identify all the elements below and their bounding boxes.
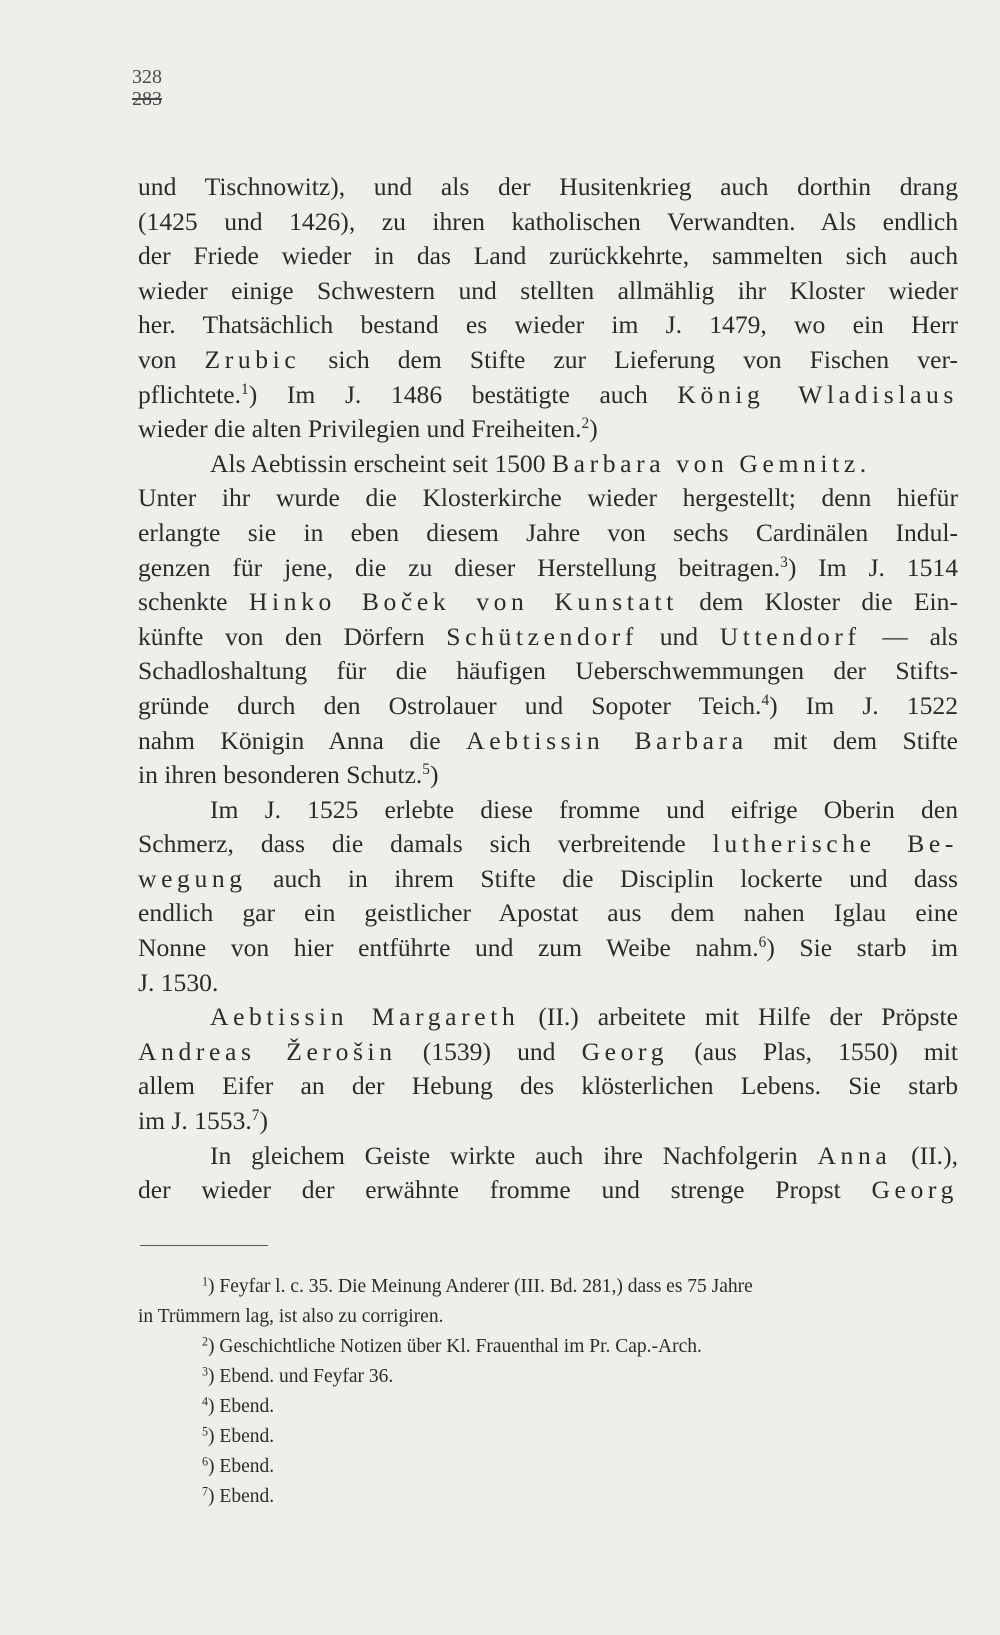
text-line: wieder die alten Privilegien und Freiheiten.$^2$) (138, 414, 598, 444)
footnote: $^7$) Ebend. (202, 1484, 275, 1507)
text-line: Schmerz, dass die damals sich verbreitende lutherische Be- (138, 829, 958, 859)
footnote-ref: 5 (422, 760, 430, 778)
text-line: schenkte Hinko Boček von Kunstatt dem Kloster die Ein- (138, 587, 958, 617)
text-line: Als Aebtissin erscheint seit 1500 Barbara von Gemnitz. (210, 448, 871, 478)
text-line: pflichtete.$^1$) Im J. 1486 bestätigte auch König Wladislaus (138, 379, 959, 409)
text-line: In gleichem Geiste wirkte auch ihre Nachfolgerin Anna (II.), (210, 1140, 958, 1170)
spaced-name: Barbara von Gemnitz. (551, 448, 871, 478)
spaced-name: lutherische Be- (712, 829, 958, 859)
spaced-name: Hinko Boček von Kunstatt (248, 587, 678, 617)
footnote: $^2$) Geschichtliche Notizen über Kl. Frauenthal im Pr. Cap.-Arch. (202, 1334, 702, 1357)
text-line: Andreas Žerošin (1539) und Georg (aus Plas, 1550) mit (138, 1036, 959, 1066)
footnote-number: 3 (202, 1364, 209, 1379)
spaced-name: Andreas Žerošin (138, 1036, 397, 1066)
text-line: in ihren besonderen Schutz.$^5$) (138, 760, 439, 790)
page-number (132, 66, 162, 110)
spaced-name: Uttendorf (719, 621, 861, 651)
footnote: $^5$) Ebend. (202, 1424, 275, 1447)
text-line: genzen für jene, die zu dieser Herstellung beitragen.$^3$) Im J. 1514 (138, 552, 958, 582)
spaced-name: König Wladislaus (677, 379, 959, 409)
text-line: J. 1530. (138, 967, 219, 997)
footnote-ref: 2 (581, 414, 590, 432)
spaced-name: Schützendorf (446, 621, 639, 651)
footnote: $^1$) Feyfar l. c. 35. Die Meinung Anderer (III. Bd. 281,) dass es 75 Jahre (202, 1274, 753, 1297)
text-line: endlich gar ein geistlicher Apostat aus dem nahen Iglau eine (138, 898, 958, 928)
text-line: her. Thatsächlich bestand es wieder im J. 1479, wo ein Herr (138, 310, 958, 340)
text-line: der wieder der erwähnte fromme und strenge Propst Georg (138, 1175, 958, 1205)
text-line: von Zrubic sich dem Stifte zur Lieferung von Fischen ver- (138, 344, 958, 374)
footnote-ref: 3 (780, 553, 788, 571)
page-number-annotation: 328 (132, 66, 162, 88)
text-line: im J. 1553.$^7$) (138, 1106, 268, 1136)
text-line: nahm Königin Anna die Aebtissin Barbara mit dem Stifte (138, 725, 958, 755)
footnote-number: 6 (202, 1454, 209, 1469)
text-line: Aebtissin Margareth (II.) arbeitete mit Hilfe der Pröpste (210, 1002, 958, 1032)
text-line: wieder einige Schwestern und stellten allmählig ihr Kloster wieder (138, 275, 958, 305)
footnote-ref: 1 (241, 380, 249, 398)
footnote: $^6$) Ebend. (202, 1454, 275, 1477)
spaced-name: Aebtissin Barbara (466, 725, 748, 755)
text-line: Schadloshaltung für die häufigen Ueberschwemmungen der Stifts- (138, 656, 958, 686)
footnote-number: 2 (202, 1334, 209, 1349)
footnotes (138, 1272, 958, 1512)
footnote-continuation: in Trümmern lag, ist also zu corrigiren. (138, 1306, 444, 1327)
page-number-printed: 283 (132, 88, 162, 110)
footnote-number: 7 (202, 1484, 209, 1499)
text-line: Nonne von hier entführte und zum Weibe nahm.$^6$) Sie starb im (138, 933, 958, 963)
text-line: gründe durch den Ostrolauer und Sopoter Teich.$^4$) Im J. 1522 (138, 690, 958, 720)
spaced-name: wegung (138, 863, 247, 893)
footnote-divider (140, 1245, 268, 1246)
text-line: Im J. 1525 erlebte diese fromme und eifrige Oberin den (210, 794, 958, 824)
text-line: (1425 und 1426), zu ihren katholischen Verwandten. Als endlich (138, 206, 958, 236)
text-line: wegung auch in ihrem Stifte die Disciplin lockerte und dass (138, 863, 959, 893)
spaced-name: Zrubic (204, 344, 301, 374)
text-line: Unter ihr wurde die Klosterkirche wieder hergestellt; denn hiefür (138, 483, 958, 513)
body-text (138, 170, 958, 1208)
footnote: $^3$) Ebend. und Feyfar 36. (202, 1364, 394, 1387)
spaced-name: Georg (871, 1175, 958, 1205)
footnote-number: 4 (202, 1394, 209, 1409)
spaced-name: Anna (817, 1140, 892, 1170)
footnote-ref: 7 (251, 1106, 260, 1124)
text-line: erlangte sie in eben diesem Jahre von sechs Cardinälen Indul- (138, 517, 958, 547)
footnote: $^4$) Ebend. (202, 1394, 275, 1417)
text-line: der Friede wieder in das Land zurückkehrte, sammelten sich auch (138, 241, 958, 271)
spaced-name: Aebtissin Margareth (210, 1002, 520, 1032)
footnote-ref: 4 (761, 691, 770, 709)
text-line: künfte von den Dörfern Schützendorf und Uttendorf — als (138, 621, 958, 651)
footnote-number: 5 (202, 1424, 209, 1439)
footnote-ref: 6 (758, 933, 767, 951)
text-line: und Tischnowitz), und als der Husitenkrieg auch dorthin drang (138, 172, 958, 201)
footnote-number: 1 (202, 1274, 209, 1289)
spaced-name: Georg (581, 1036, 669, 1066)
text-line: allem Eifer an der Hebung des klösterlichen Lebens. Sie starb (138, 1071, 958, 1101)
